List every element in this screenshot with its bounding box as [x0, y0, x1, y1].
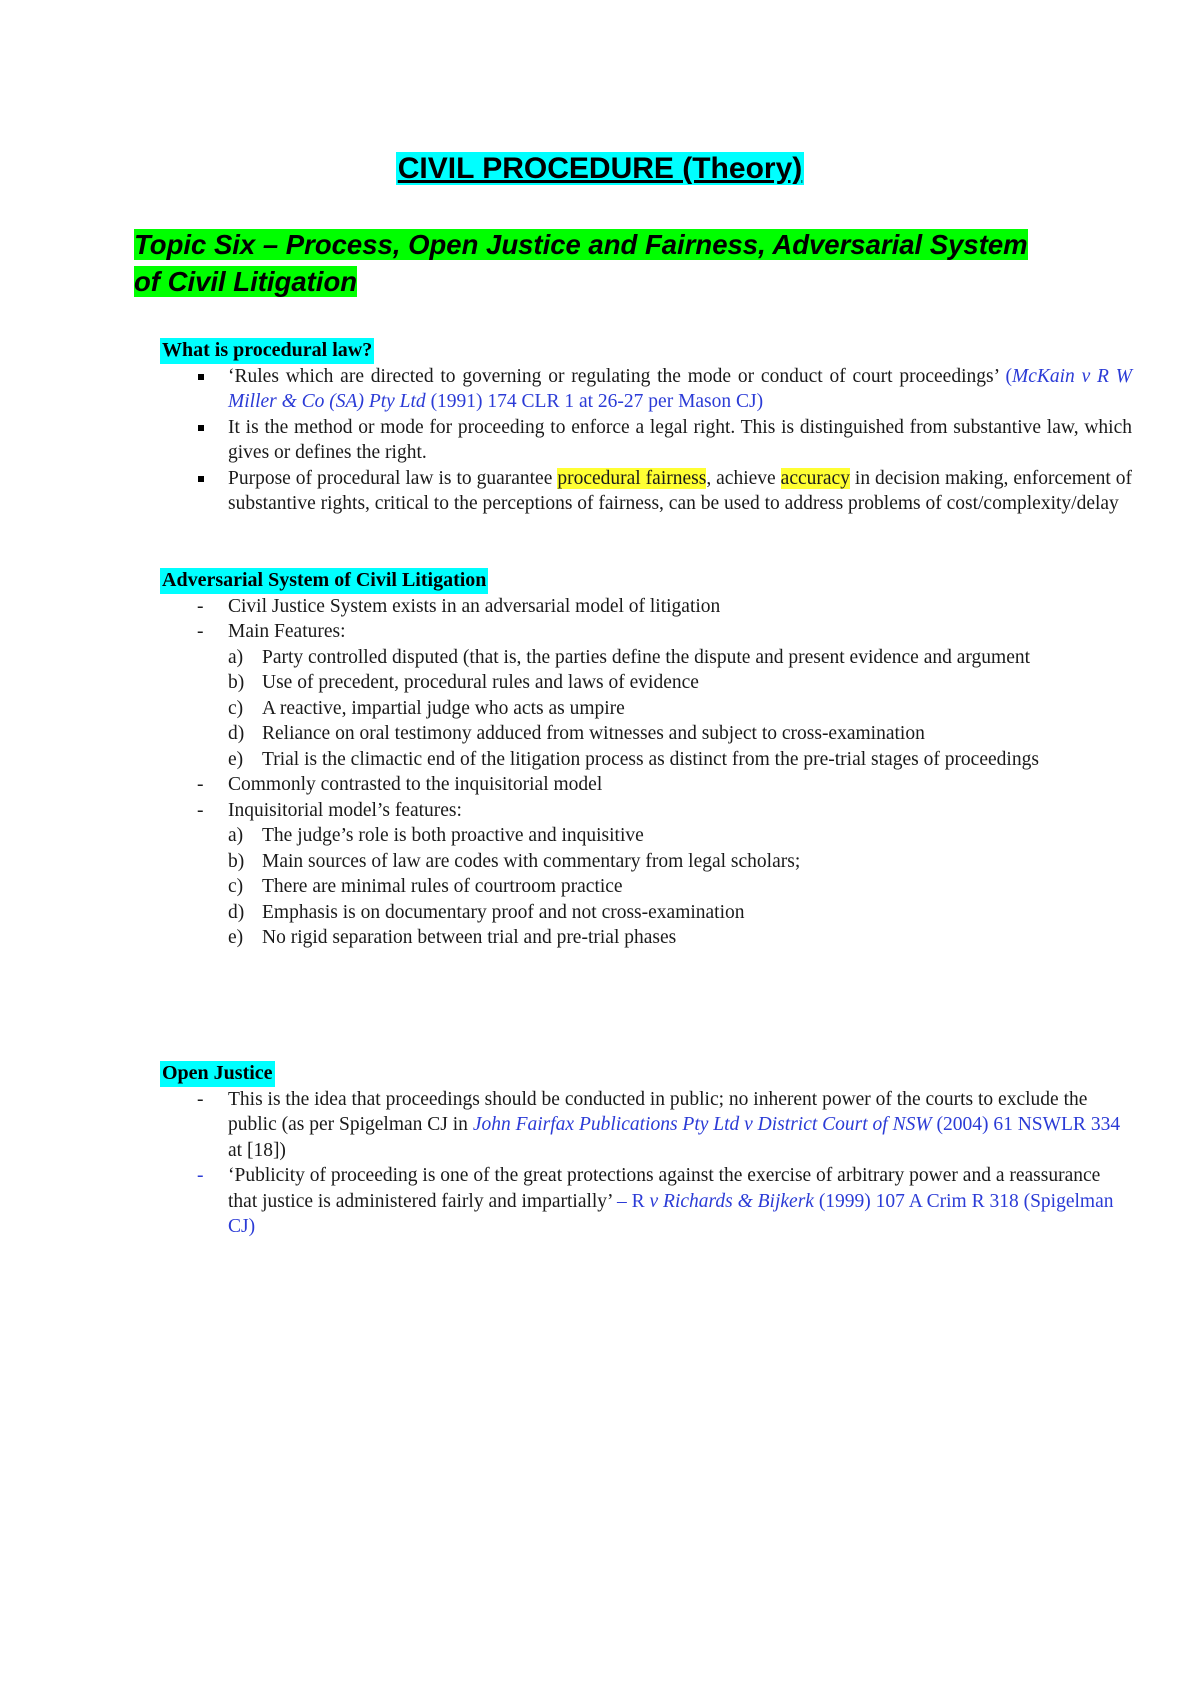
list-item: - Inquisitorial model’s features: a) The judge’s role is both proactive and inquisitive b) Main sources of law are codes with commentary from legal scholars; c) There are minimal rules of courtroom practice d) Emphasis is on documentary proof and not cross-examination e) No rigid separation between trial and pre-trial phases [160, 798, 1132, 951]
list-item: b) Main sources of law are codes with commentary from legal scholars; [228, 850, 801, 872]
list-item: e) No rigid separation between trial and pre-trial phases [228, 927, 677, 948]
list-item: - ‘Publicity of proceeding is one of the great protections against the exercise of arbitrary power and a reassurance that justice is administered fairly and impartially’ – R v Richards & Bijkerk (1999) 107 A Crim R 318 (Spigelman CJ) [197, 1165, 1114, 1237]
inquisitorial-features-list [228, 823, 1132, 951]
section-procedural-law [160, 338, 1132, 517]
section-heading: Adversarial System of Civil Litigation [160, 568, 488, 594]
list-item: a) Party controlled disputed (that is, the parties define the dispute and present evidence and argument [228, 646, 1031, 668]
topic-heading [134, 226, 1114, 300]
list-item: ‘Rules which are directed to governing or regulating the mode or conduct of court proceedings’ (McKain v R W Miller & Co (SA) Pty Ltd (1991) 174 CLR 1 at 26-27 per Mason CJ) [160, 364, 1132, 415]
list-item: - Main Features: a) Party controlled disputed (that is, the parties define the dispute and present evidence and argument b) Use of precedent, procedural rules and laws of evidence c) A reactive, impartial judge who acts as umpire d) Reliance on oral testimony adduced from witnesses and subject to cross-examination e) Trial is the climactic end of the litigation process as distinct from the pre-trial stages of proceedings [160, 619, 1132, 772]
list-item: c) There are minimal rules of courtroom practice [228, 876, 623, 897]
topic-line-2: of Civil Litigation [134, 266, 358, 297]
section-heading: Open Justice [160, 1061, 275, 1087]
list-item: It is the method or mode for proceeding to enforce a legal right. This is distinguished from substantive law, which gives or defines the right. [160, 415, 1132, 466]
list-item: d) Reliance on oral testimony adduced from witnesses and subject to cross-examination [228, 723, 925, 744]
features-list [228, 645, 1132, 773]
list-item: d) Emphasis is on documentary proof and not cross-examination [228, 901, 745, 923]
case-citation: v Richards & Bijkerk [649, 1190, 814, 1212]
list-item: c) A reactive, impartial judge who acts as umpire [228, 697, 625, 719]
list-item: e) Trial is the climactic end of the litigation process as distinct from the pre-trial stages of proceedings [228, 748, 1039, 770]
list-item: - This is the idea that proceedings should be conducted in public; no inherent power of the courts to exclude the public (as per Spigelman CJ in John Fairfax Publications Pty Ltd v District Court of NSW (2004) 61 NSWLR 334 at [18]) [197, 1088, 1121, 1161]
title-container [0, 152, 1200, 186]
dash-list [160, 594, 1132, 951]
highlighted-text: procedural fairness [557, 467, 707, 489]
highlighted-text: accuracy [780, 467, 850, 489]
section-adversarial-system [160, 568, 1132, 951]
case-citation: McKain v R W Miller & Co (SA) Pty Ltd [228, 365, 1132, 412]
section-heading: What is procedural law? [160, 338, 374, 364]
list-item: Purpose of procedural law is to guarantee procedural fairness, achieve accuracy in decision making, enforcement of substantive rights, critical to the perceptions of fairness, can be used to address problems of cost/complexity/delay [160, 466, 1132, 517]
topic-line-1: Topic Six – Process, Open Justice and Fairness, Adversarial System [134, 229, 1028, 260]
list-item: a) The judge’s role is both proactive and inquisitive [228, 825, 644, 846]
list-item: - Civil Justice System exists in an adversarial model of litigation [197, 595, 721, 617]
list-item: - Commonly contrasted to the inquisitorial model [197, 774, 603, 795]
document-title: CIVIL PROCEDURE (Theory) [397, 152, 803, 185]
list-item: b) Use of precedent, procedural rules and laws of evidence [228, 672, 699, 693]
case-citation: John Fairfax Publications Pty Ltd v District Court of NSW [472, 1114, 932, 1135]
section-open-justice [160, 1061, 1132, 1240]
bullet-list [160, 364, 1132, 517]
dash-list [160, 1087, 1132, 1240]
